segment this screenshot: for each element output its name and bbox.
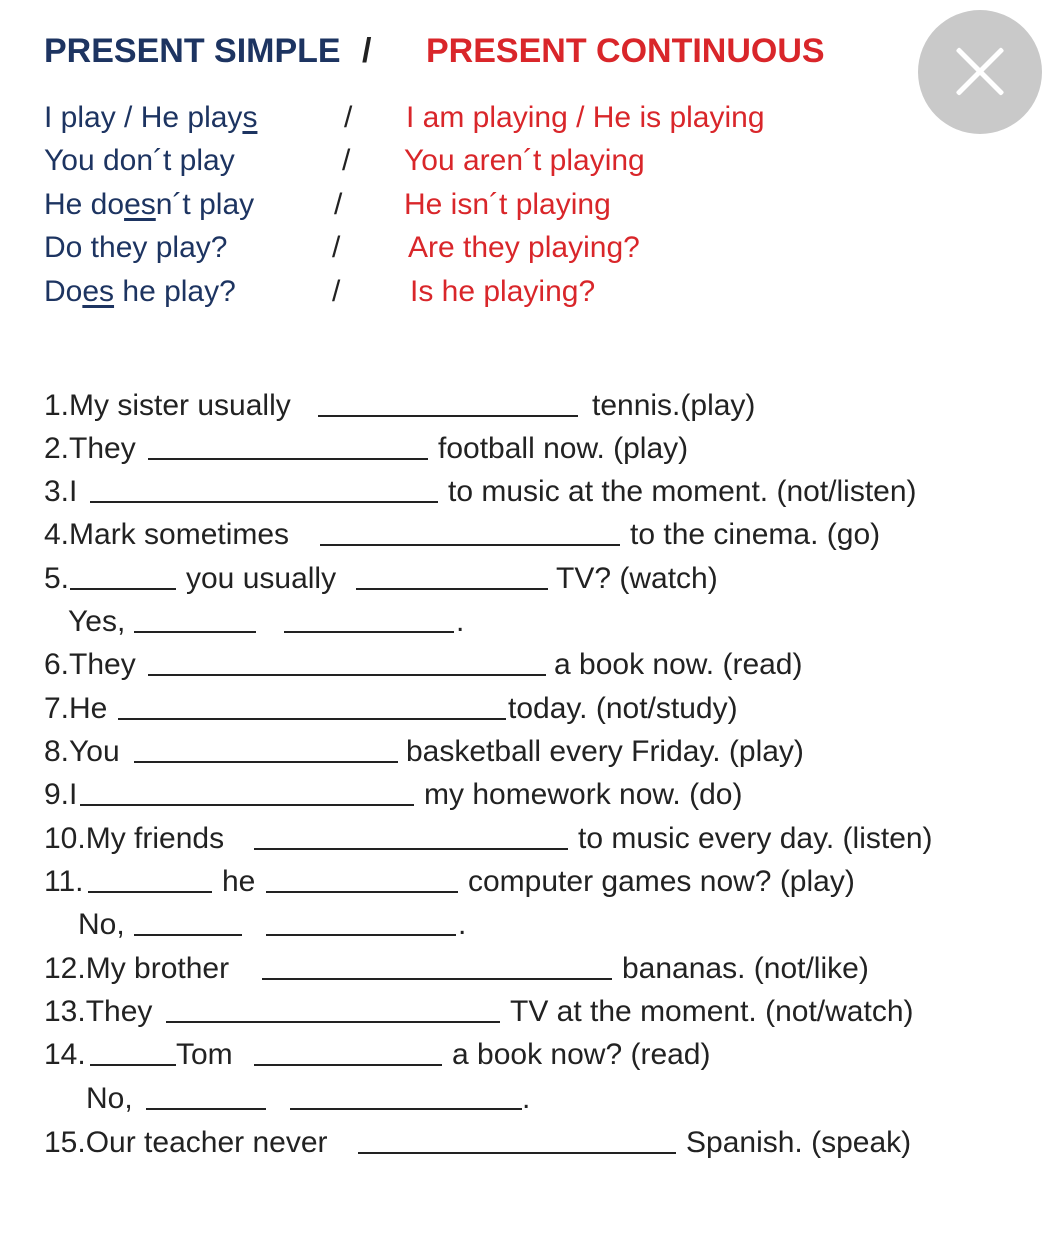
exercise-5 xyxy=(0,557,1062,600)
exercise-text: 5. xyxy=(44,562,70,595)
exercise-text: 13.They xyxy=(44,995,153,1028)
exercise-text: 9.I xyxy=(44,778,78,811)
exercise-text: Yes, xyxy=(68,605,126,638)
present-simple-heading: PRESENT SIMPLE xyxy=(44,32,341,70)
answer-blank[interactable] xyxy=(134,631,256,633)
answer-blank[interactable] xyxy=(266,891,458,893)
exercise-11 xyxy=(0,860,1062,903)
answer-blank[interactable] xyxy=(134,934,242,936)
exercise-9 xyxy=(0,773,1062,816)
exercise-text: to music every day. (listen) xyxy=(578,822,933,855)
exercise-text: . xyxy=(456,605,465,638)
answer-blank[interactable] xyxy=(70,588,176,590)
continuous-form-1: I am playing / He is playing xyxy=(406,101,765,134)
continuous-form-4: Are they playing? xyxy=(408,231,640,264)
exercise-10 xyxy=(0,817,1062,860)
exercise-text: 4.Mark sometimes xyxy=(44,518,290,551)
answer-blank[interactable] xyxy=(146,1108,266,1110)
answer-blank[interactable] xyxy=(134,761,398,763)
exercise-text: 11. xyxy=(44,865,84,898)
exercise-text: No, xyxy=(78,908,125,941)
simple-form-1: I play / He plays xyxy=(44,101,258,134)
exercise-text: Tom xyxy=(176,1038,233,1071)
answer-blank[interactable] xyxy=(90,1064,176,1066)
heading-separator: / xyxy=(362,32,372,70)
exercise-2 xyxy=(0,427,1062,470)
present-continuous-heading: PRESENT CONTINUOUS xyxy=(426,32,825,70)
exercise-text: a book now? (read) xyxy=(452,1038,711,1071)
answer-blank[interactable] xyxy=(318,415,578,417)
answer-blank[interactable] xyxy=(290,1108,522,1110)
exercise-11-answer xyxy=(0,903,1062,946)
exercise-text: Spanish. (speak) xyxy=(686,1126,912,1159)
exercise-text: 14. xyxy=(44,1038,86,1071)
exercise-text: computer games now? (play) xyxy=(468,865,855,898)
row-slash: / xyxy=(334,188,343,221)
exercise-text: 3.I xyxy=(44,475,78,508)
exercise-14 xyxy=(0,1033,1062,1076)
answer-blank[interactable] xyxy=(88,891,212,893)
answer-blank[interactable] xyxy=(266,934,456,936)
exercise-text: he xyxy=(222,865,256,898)
answer-blank[interactable] xyxy=(320,544,620,546)
answer-blank[interactable] xyxy=(356,588,548,590)
exercise-text: to the cinema. (go) xyxy=(630,518,881,551)
exercise-text: to music at the moment. (not/listen) xyxy=(448,475,917,508)
answer-blank[interactable] xyxy=(254,1064,442,1066)
exercise-text: TV? (watch) xyxy=(556,562,718,595)
exercise-text: 2.They xyxy=(44,432,136,465)
answer-blank[interactable] xyxy=(166,1021,500,1023)
simple-form-2: You don´t play xyxy=(44,144,235,177)
exercise-1 xyxy=(0,384,1062,427)
close-icon[interactable] xyxy=(918,10,1042,134)
row-slash: / xyxy=(342,144,351,177)
exercise-8 xyxy=(0,730,1062,773)
answer-blank[interactable] xyxy=(118,718,506,720)
exercise-text: No, xyxy=(86,1082,133,1115)
answer-blank[interactable] xyxy=(254,848,568,850)
row-slash: / xyxy=(332,231,341,264)
exercise-15 xyxy=(0,1121,1062,1164)
exercise-text: tennis.(play) xyxy=(592,389,756,422)
exercise-text: my homework now. (do) xyxy=(424,778,743,811)
answer-blank[interactable] xyxy=(358,1152,676,1154)
exercise-text: . xyxy=(458,908,467,941)
exercise-4 xyxy=(0,513,1062,556)
exercise-7 xyxy=(0,687,1062,730)
exercise-5-answer xyxy=(0,600,1062,643)
exercise-text: football now. (play) xyxy=(438,432,689,465)
answer-blank[interactable] xyxy=(148,674,546,676)
exercise-text: . xyxy=(522,1082,531,1115)
exercise-text: TV at the moment. (not/watch) xyxy=(510,995,914,1028)
exercise-13 xyxy=(0,990,1062,1033)
exercise-text: 1.My sister usually xyxy=(44,389,291,422)
answer-blank[interactable] xyxy=(262,978,612,980)
simple-form-4: Do they play? xyxy=(44,231,228,264)
exercise-text: 12.My brother xyxy=(44,952,230,985)
exercise-text: 10.My friends xyxy=(44,822,225,855)
answer-blank[interactable] xyxy=(80,804,414,806)
answer-blank[interactable] xyxy=(284,631,454,633)
exercise-text: 6.They xyxy=(44,648,136,681)
exercise-12 xyxy=(0,947,1062,990)
row-slash: / xyxy=(344,101,353,134)
simple-form-3: He doesn´t play xyxy=(44,188,255,221)
exercise-text: bananas. (not/like) xyxy=(622,952,869,985)
exercise-text: 7.He xyxy=(44,692,108,725)
continuous-form-2: You aren´t playing xyxy=(404,144,645,177)
exercise-3 xyxy=(0,470,1062,513)
answer-blank[interactable] xyxy=(90,501,438,503)
row-slash: / xyxy=(332,275,341,308)
exercise-14-answer xyxy=(0,1077,1062,1120)
exercise-text: basketball every Friday. (play) xyxy=(406,735,804,768)
exercise-text: 8.You xyxy=(44,735,120,768)
simple-form-5: Does he play? xyxy=(44,275,236,308)
continuous-form-5: Is he playing? xyxy=(410,275,596,308)
continuous-form-3: He isn´t playing xyxy=(404,188,611,221)
exercise-text: you usually xyxy=(186,562,337,595)
exercise-text: 15.Our teacher never xyxy=(44,1126,328,1159)
answer-blank[interactable] xyxy=(148,458,428,460)
exercise-text: a book now. (read) xyxy=(554,648,803,681)
exercise-text: today. (not/study) xyxy=(508,692,738,725)
exercise-6 xyxy=(0,643,1062,686)
